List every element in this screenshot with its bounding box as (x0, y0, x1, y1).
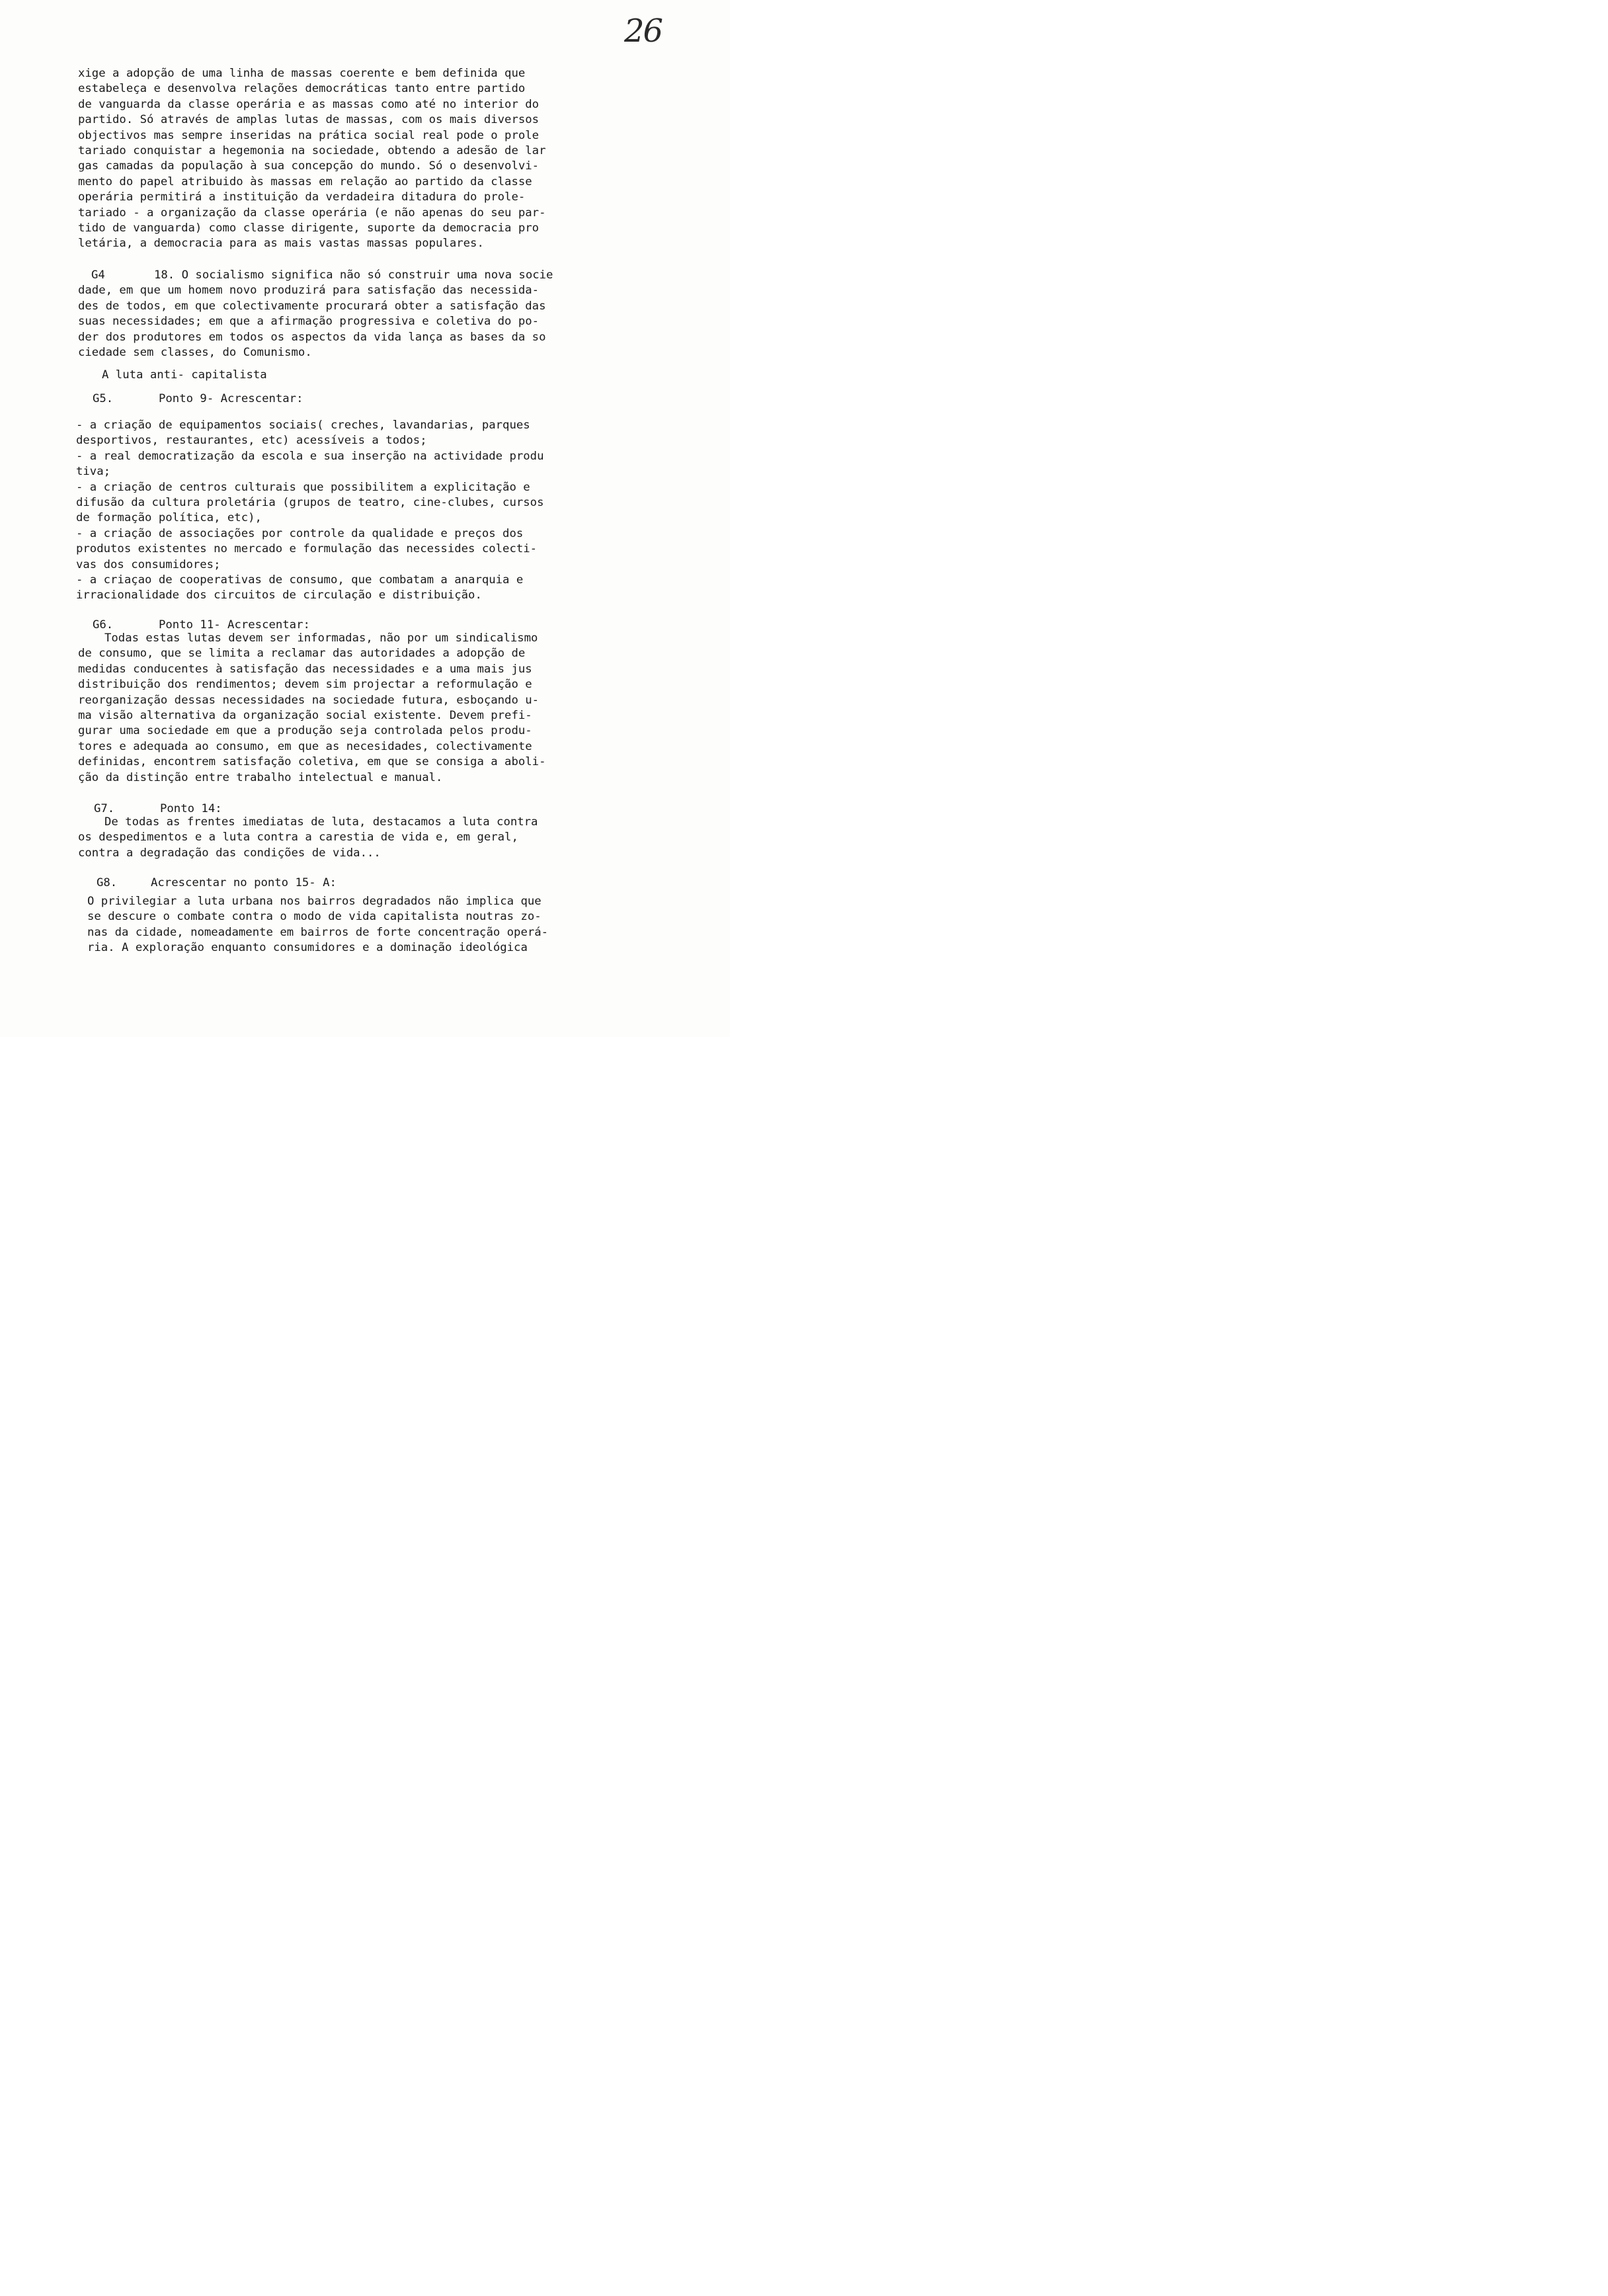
intro-paragraph (78, 66, 546, 252)
text-line: - a criação de centros culturais que possibilitem a explicitação e (76, 480, 530, 494)
text-line: produtos existentes no mercado e formulação das necessides colecti- (76, 542, 538, 556)
text-line: operária permitirá a instituição da verdadeira ditadura do prole- (78, 190, 526, 204)
section-g6-text (78, 631, 546, 786)
text-line: tores e adequada ao consumo, em que as necesidades, colectivamente (78, 739, 532, 753)
section-g8-code: G8. (97, 876, 118, 889)
text-line: partido. Só através de amplas lutas de massas, com os mais diversos (78, 113, 540, 127)
text-line: ção da distinção entre trabalho intelectual e manual. (78, 770, 443, 784)
section-g5-title: Ponto 9- Acrescentar: (159, 392, 303, 405)
text-line: medidas conducentes à satisfação das necessidades e a uma mais jus (78, 662, 532, 676)
text-line: desportivos, restaurantes, etc) acessíveis a todos; (76, 434, 427, 448)
text-line: letária, a democracia para as mais vastas massas populares. (78, 237, 484, 251)
text-line: De todas as frentes imediatas de luta, destacamos a luta contra (104, 815, 538, 829)
section-g8-title: Acrescentar no ponto 15- A: (151, 876, 337, 889)
text-line: xige a adopção de uma linha de massas coerente e bem definida que (78, 67, 526, 80)
text-line: se descure o combate contra o modo de vida capitalista noutras zo- (87, 910, 542, 924)
text-line: - a criação de equipamentos sociais( creches, lavandarias, parques (76, 419, 530, 432)
section-g7-title: Ponto 14: (160, 802, 222, 815)
section-g5-list (76, 418, 544, 604)
text-line: dade, em que um homem novo produzirá para satisfação das necessida- (78, 284, 540, 298)
section-g8-text (87, 894, 548, 956)
text-line: ciedade sem classes, do Comunismo. (78, 345, 312, 359)
text-line: des de todos, em que colectivamente procurará obter a satisfação das (78, 299, 546, 313)
section-g7-code: G7. (94, 802, 115, 815)
text-line: irracionalidade dos circuitos de circulação e distribuição. (76, 589, 482, 602)
subheading-anti-capitalist: A luta anti- capitalista (102, 368, 267, 382)
text-line: der dos produtores em todos os aspectos da vida lança as bases da so (78, 330, 546, 344)
text-line: tariado - a organização da classe operária (e não apenas do seu par- (78, 206, 546, 220)
text-line: definidas, encontrem satisfação coletiva, em que se consiga a aboli- (78, 755, 546, 769)
text-line: gas camadas da população à sua concepção do mundo. Só o desenvolvi- (78, 159, 540, 173)
text-line: - a criaçao de cooperativas de consumo, que combatam a anarquia e (76, 573, 524, 587)
text-line: tido de vanguarda) como classe dirigente, suporte da democracia pro (78, 221, 540, 235)
text-line: 18. O socialismo significa não só construir uma nova socie (154, 268, 553, 282)
text-line: tiva; (76, 465, 111, 479)
text-line: ma visão alternativa da organização social existente. Devem prefi- (78, 708, 532, 722)
text-line: distribuição dos rendimentos; devem sim projectar a reformulação e (78, 678, 532, 692)
section-g4-code: G4 (91, 268, 105, 282)
text-line: difusão da cultura proletária (grupos de teatro, cine-clubes, cursos (76, 495, 544, 509)
text-line: os despedimentos e a luta contra a carestia de vida e, em geral, (78, 831, 518, 844)
section-g6-title: Ponto 11- Acrescentar: (159, 618, 310, 632)
text-line: O privilegiar a luta urbana nos bairros degradados não implica que (87, 895, 542, 908)
text-line: Todas estas lutas devem ser informadas, não por um sindicalismo (104, 632, 538, 645)
section-g5-code: G5. (93, 392, 114, 405)
text-line: vas dos consumidores; (76, 557, 221, 571)
section-g7-text (78, 815, 538, 861)
text-line: contra a degradação das condições de vida... (78, 846, 381, 860)
text-line: - a criação de associações por controle da qualidade e preços dos (76, 526, 524, 540)
section-g6-code: G6. (93, 618, 114, 632)
text-line: gurar uma sociedade em que a produção seja controlada pelos produ- (78, 724, 532, 738)
text-line: de vanguarda da classe operária e as massas como até no interior do (78, 97, 540, 111)
text-line: nas da cidade, nomeadamente em bairros de forte concentração operá- (87, 925, 549, 939)
text-line: reorganização dessas necessidades na sociedade futura, esboçando u- (78, 693, 540, 707)
text-line: - a real democratização da escola e sua inserção na actividade produ (76, 449, 544, 463)
text-line: de consumo, que se limita a reclamar das autoridades a adopção de (78, 647, 526, 661)
text-line: tariado conquistar a hegemonia na sociedade, obtendo a adesão de lar (78, 144, 546, 157)
text-line: de formação política, etc), (76, 511, 262, 525)
text-line: objectivos mas sempre inseridas na prática social real pode o prole (78, 128, 540, 142)
text-line: mento do papel atribuido às massas em relação ao partido da classe (78, 175, 532, 188)
page-number: 26 (624, 13, 663, 50)
document-page (0, 0, 730, 1037)
section-g4-text (78, 268, 553, 360)
text-line: estabeleça e desenvolva relações democráticas tanto entre partido (78, 82, 526, 96)
text-line: suas necessidades; em que a afirmação progressiva e coletiva do po- (78, 315, 540, 329)
text-line: ria. A exploração enquanto consumidores e a dominação ideológica (87, 941, 528, 955)
